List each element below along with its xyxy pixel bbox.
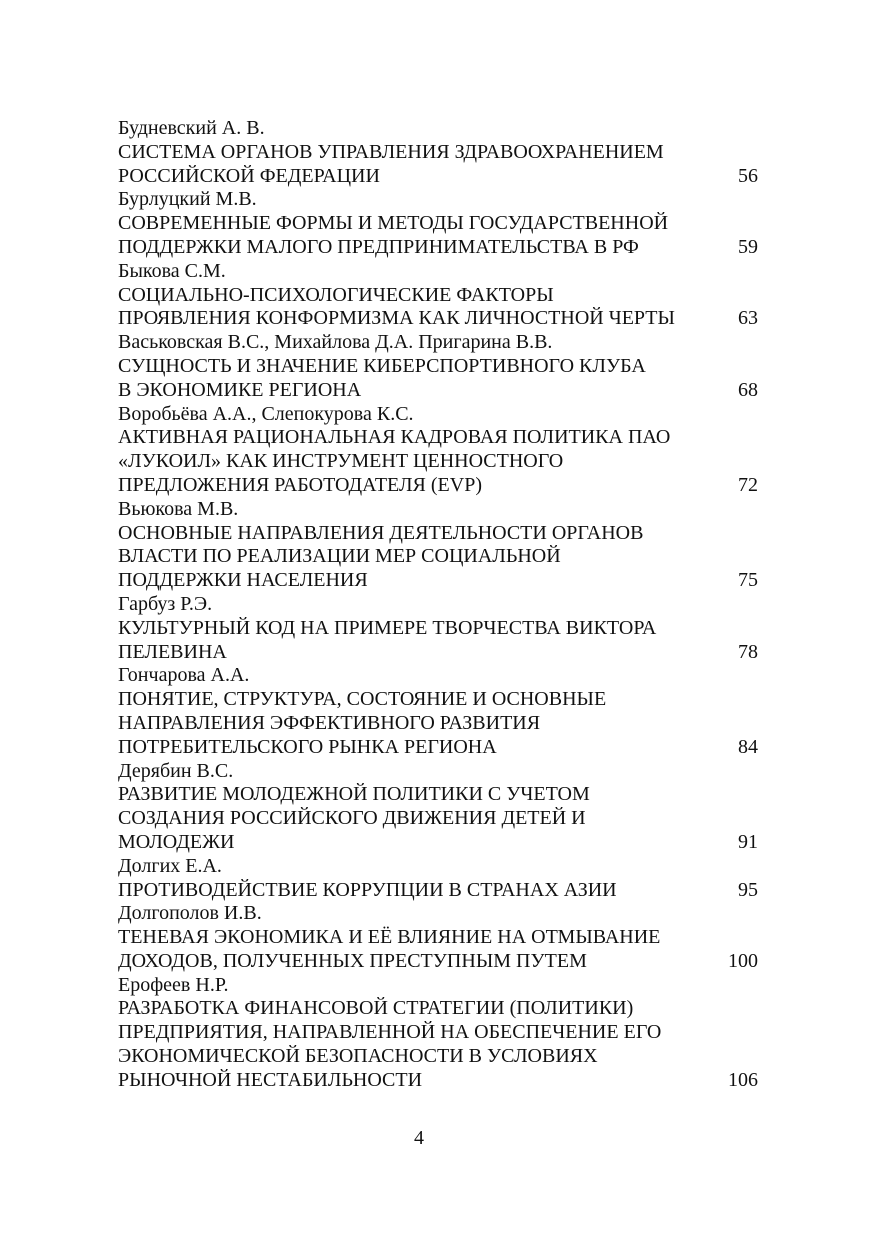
toc-entry-title-line	[118, 712, 758, 736]
toc-entry-title-line	[118, 522, 758, 546]
toc-entry-author: Вьюкова М.В.	[118, 497, 239, 520]
table-of-contents	[118, 117, 758, 1093]
toc-entry-author: Будневский А. В.	[118, 117, 265, 139]
toc-entry-author: Бурлуцкий М.В.	[118, 188, 257, 211]
toc-entry-author: Ерофеев Н.Р.	[118, 973, 229, 996]
toc-entry-title-line	[118, 1045, 758, 1069]
toc-entry-title-text: ПРОТИВОДЕЙСТВИЕ КОРРУПЦИИ В СТРАНАХ АЗИИ	[118, 878, 617, 901]
toc-entry-title-line	[118, 236, 758, 260]
toc-entry-title-line	[118, 284, 758, 308]
toc-entry-title-text: МОЛОДЕЖИ	[118, 830, 235, 853]
toc-entry-page-number: 95	[738, 878, 758, 901]
toc-entry-title-line	[118, 879, 758, 903]
toc-entry	[118, 117, 758, 188]
toc-entry-title-text: СОЦИАЛЬНО-ПСИХОЛОГИЧЕСКИЕ ФАКТОРЫ	[118, 283, 554, 306]
toc-entry-title-line	[118, 545, 758, 569]
toc-entry-author: Быкова С.М.	[118, 259, 226, 282]
toc-entry-author: Гончарова А.А.	[118, 664, 250, 687]
toc-entry-title-line	[118, 1021, 758, 1045]
toc-entry-page-number: 100	[728, 949, 758, 972]
toc-entry-page-number: 84	[738, 735, 758, 758]
toc-entry-title-text: СИСТЕМА ОРГАНОВ УПРАВЛЕНИЯ ЗДРАВООХРАНЕНИЕМ	[118, 140, 664, 163]
toc-entry-title-text: ПОДДЕРЖКИ НАСЕЛЕНИЯ	[118, 569, 368, 592]
toc-entry	[118, 188, 758, 259]
toc-entry-title-text: ТЕНЕВАЯ ЭКОНОМИКА И ЕЁ ВЛИЯНИЕ НА ОТМЫВАНИЕ	[118, 926, 661, 949]
toc-entry-title-line	[118, 807, 758, 831]
toc-entry-title-text: РАЗРАБОТКА ФИНАНСОВОЙ СТРАТЕГИИ (ПОЛИТИКИ)	[118, 997, 634, 1020]
toc-entry-page-number: 68	[738, 378, 758, 401]
toc-entry-page-number: 91	[738, 830, 758, 853]
toc-entry-page-number: 72	[738, 473, 758, 496]
toc-entry-title-line	[118, 1069, 758, 1093]
toc-entry-title-text: ПОНЯТИЕ, СТРУКТУРА, СОСТОЯНИЕ И ОСНОВНЫЕ	[118, 688, 607, 711]
toc-entry-title-line	[118, 736, 758, 760]
toc-entry-author: Васьковская В.С., Михайлова Д.А. Пригарина В.В.	[118, 331, 553, 354]
toc-entry-title-text: ПРЕДПРИЯТИЯ, НАПРАВЛЕННОЙ НА ОБЕСПЕЧЕНИЕ ЕГО	[118, 1021, 662, 1044]
toc-entry-author: Гарбуз Р.Э.	[118, 592, 213, 615]
toc-entry-title-line	[118, 212, 758, 236]
toc-entry-title-line	[118, 831, 758, 855]
toc-entry-title-text: КУЛЬТУРНЫЙ КОД НА ПРИМЕРЕ ТВОРЧЕСТВА ВИКТОРА	[118, 616, 657, 639]
toc-entry-title-line	[118, 997, 758, 1021]
toc-entry-title-text: ВЛАСТИ ПО РЕАЛИЗАЦИИ МЕР СОЦИАЛЬНОЙ	[118, 545, 561, 568]
toc-entry-title-text: ЭКОНОМИЧЕСКОЙ БЕЗОПАСНОСТИ В УСЛОВИЯХ	[118, 1045, 598, 1068]
toc-entry-page-number: 63	[738, 307, 758, 330]
toc-entry-author: Долгополов И.В.	[118, 902, 262, 925]
toc-entry-title-text: ОСНОВНЫЕ НАПРАВЛЕНИЯ ДЕЯТЕЛЬНОСТИ ОРГАНОВ	[118, 521, 644, 544]
toc-entry-title-line	[118, 450, 758, 474]
toc-entry-title-line	[118, 950, 758, 974]
toc-entry-page-number: 106	[728, 1068, 758, 1091]
toc-entry-title-line	[118, 307, 758, 331]
toc-entry	[118, 664, 758, 759]
toc-entry-title-line	[118, 474, 758, 498]
toc-entry-title-line	[118, 783, 758, 807]
toc-entry-title-text: РОССИЙСКОЙ ФЕДЕРАЦИИ	[118, 164, 380, 187]
toc-entry-title-text: СУЩНОСТЬ И ЗНАЧЕНИЕ КИБЕРСПОРТИВНОГО КЛУБА	[118, 354, 646, 377]
toc-entry-title-text: СОВРЕМЕННЫЕ ФОРМЫ И МЕТОДЫ ГОСУДАРСТВЕННОЙ	[118, 212, 669, 235]
toc-entry-title-line	[118, 926, 758, 950]
toc-entry	[118, 902, 758, 973]
toc-entry	[118, 855, 758, 903]
toc-entry	[118, 331, 758, 402]
toc-entry	[118, 498, 758, 593]
toc-entry-title-line	[118, 426, 758, 450]
toc-entry-title-line	[118, 688, 758, 712]
toc-entry-title-line	[118, 641, 758, 665]
toc-entry-title-text: НАПРАВЛЕНИЯ ЭФФЕКТИВНОГО РАЗВИТИЯ	[118, 711, 541, 734]
toc-entry	[118, 260, 758, 331]
toc-entry-title-line	[118, 379, 758, 403]
toc-entry-title-line	[118, 569, 758, 593]
toc-entry-author: Долгих Е.А.	[118, 854, 222, 877]
toc-entry-title-text: РАЗВИТИЕ МОЛОДЕЖНОЙ ПОЛИТИКИ С УЧЕТОМ	[118, 783, 590, 806]
toc-entry-title-text: В ЭКОНОМИКЕ РЕГИОНА	[118, 378, 362, 401]
toc-entry-title-line	[118, 617, 758, 641]
toc-entry-title-text: СОЗДАНИЯ РОССИЙСКОГО ДВИЖЕНИЯ ДЕТЕЙ И	[118, 807, 586, 830]
toc-entry-page-number: 59	[738, 235, 758, 258]
toc-entry-author: Дерябин В.С.	[118, 759, 234, 782]
toc-entry-title-text: ПОДДЕРЖКИ МАЛОГО ПРЕДПРИНИМАТЕЛЬСТВА В РФ	[118, 235, 639, 258]
toc-entry-title-text: ПОТРЕБИТЕЛЬСКОГО РЫНКА РЕГИОНА	[118, 735, 497, 758]
page-number: 4	[414, 1127, 424, 1149]
toc-entry-page-number: 56	[738, 164, 758, 187]
toc-entry	[118, 974, 758, 1093]
toc-entry-title-line	[118, 141, 758, 165]
toc-entry-title-text: ПРОЯВЛЕНИЯ КОНФОРМИЗМА КАК ЛИЧНОСТНОЙ ЧЕРТЫ	[118, 307, 675, 330]
toc-entry-page-number: 78	[738, 640, 758, 663]
toc-entry-title-text: «ЛУКОИЛ» КАК ИНСТРУМЕНТ ЦЕННОСТНОГО	[118, 450, 564, 473]
toc-entry-title-line	[118, 165, 758, 189]
toc-entry-title-text: ПРЕДЛОЖЕНИЯ РАБОТОДАТЕЛЯ (EVP)	[118, 473, 483, 496]
toc-entry-title-line	[118, 355, 758, 379]
toc-entry	[118, 760, 758, 855]
toc-entry-title-text: ПЕЛЕВИНА	[118, 640, 227, 663]
toc-entry-title-text: РЫНОЧНОЙ НЕСТАБИЛЬНОСТИ	[118, 1068, 423, 1091]
toc-entry	[118, 593, 758, 664]
toc-entry-title-text: АКТИВНАЯ РАЦИОНАЛЬНАЯ КАДРОВАЯ ПОЛИТИКА ПАО	[118, 426, 671, 449]
toc-entry-page-number: 75	[738, 569, 758, 592]
toc-entry-author: Воробьёва А.А., Слепокурова К.С.	[118, 402, 414, 425]
toc-entry-title-text: ДОХОДОВ, ПОЛУЧЕННЫХ ПРЕСТУПНЫМ ПУТЕМ	[118, 949, 587, 972]
toc-entry	[118, 403, 758, 498]
